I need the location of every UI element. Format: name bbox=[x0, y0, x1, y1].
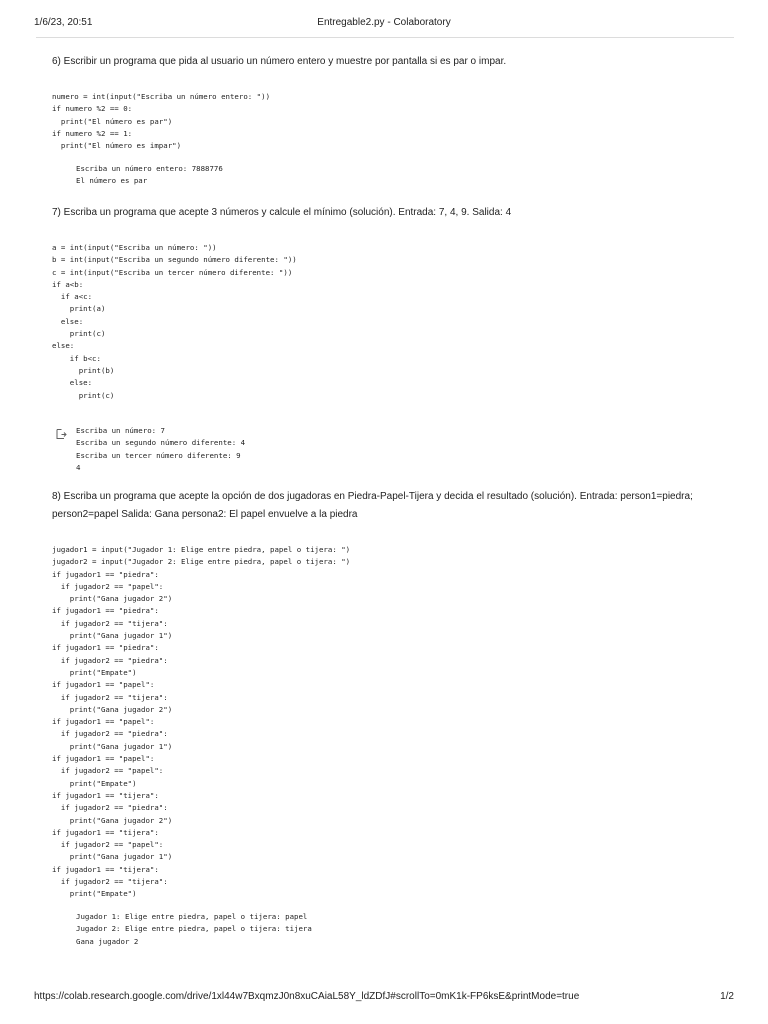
page-url: https://colab.research.google.com/drive/1xl44w7BxqmzJ0n8xuCAiaL58Y_ldZDfJ#scrollTo=0mK1k-FP6ksE&printMode=true bbox=[34, 991, 580, 1002]
print-datetime: 1/6/23, 20:51 bbox=[34, 17, 93, 28]
output-arrow-icon[interactable] bbox=[55, 428, 67, 440]
code-cell-q8[interactable]: jugador1 = input("Jugador 1: Elige entre piedra, papel o tijera: ") jugador2 = input("Jugador 2: Elige entre piedra, papel o tijera: ") if jugador1 == "piedra": if jugador2 == "papel": print("Gana jugador 2") if jugador1 == "piedra": if jugador2 == "tijera": print("Gana jugador 1") if jugador1 == "piedra": if jugador2 == "piedra": print("Empate") if jugador1 == "papel": if jugador2 == "tijera": print("Gana jugador 2") if jugador1 == "papel": if jugador2 == "piedra": print("Gana jugador 1") if jugador1 == "papel": if jugador2 == "papel": print("Empate") if jugador1 == "tijera": if jugador2 == "piedra": print("Gana jugador 2") if jugador1 == "tijera": if jugador2 == "papel": print("Gana jugador 1") if jugador1 == "tijera": if jugador2 == "tijera": print("Empate") bbox=[52, 545, 351, 899]
text-cell-q7: 7) Escriba un programa que acepte 3 números y calcule el mínimo (solución). Entrada: 7, 4, 9. Salida: 4 bbox=[52, 207, 512, 218]
code-cell-q7[interactable]: a = int(input("Escriba un número: ")) b = int(input("Escriba un segundo número diferente: ")) c = int(input("Escriba un tercer número diferente: ")) if a<b: if a<c: print(a) else: print(c) else: if b<c: print(b) else: print(c) bbox=[52, 243, 297, 400]
cell-divider bbox=[36, 37, 734, 38]
print-footer bbox=[0, 991, 768, 1007]
document-title: Entregable2.py - Colaboratory bbox=[317, 17, 451, 28]
output-q8: Jugador 1: Elige entre piedra, papel o tijera: papel Jugador 2: Elige entre piedra, papel o tijera: tijera Gana jugador 2 bbox=[76, 912, 312, 946]
page-number: 1/2 bbox=[720, 991, 734, 1002]
print-header bbox=[0, 17, 768, 33]
code-cell-q6[interactable]: numero = int(input("Escriba un número entero: ")) if numero %2 == 0: print("El número es par") if numero %2 == 1: print("El número es impar") bbox=[52, 92, 271, 151]
text-cell-q6: 6) Escribir un programa que pida al usuario un número entero y muestre por pantalla si es par o impar. bbox=[52, 56, 507, 67]
text-cell-q8: 8) Escriba un programa que acepte la opción de dos jugadoras en Piedra-Papel-Tijera y decida el resultado (solución). Entrada: person1=piedra; person2=papel Salida: Gana persona2: El papel envuelve a la piedra bbox=[52, 491, 693, 520]
output-q7: Escriba un número: 7 Escriba un segundo número diferente: 4 Escriba un tercer número diferente: 9 4 bbox=[76, 426, 246, 472]
output-q6: Escriba un número entero: 7888776 El número es par bbox=[76, 164, 223, 186]
